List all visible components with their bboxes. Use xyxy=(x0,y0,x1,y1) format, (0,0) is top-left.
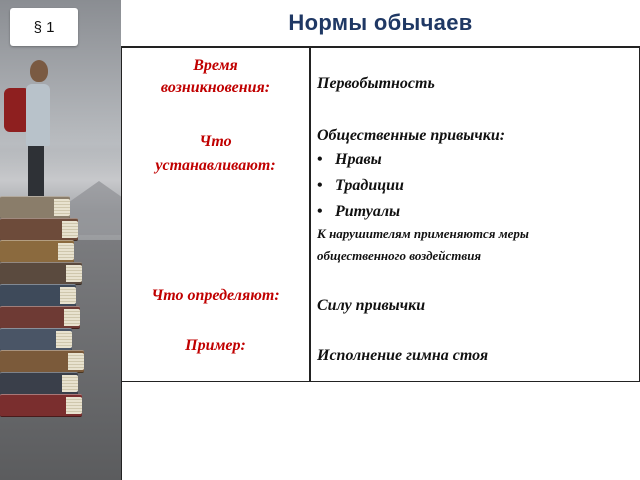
list-item: • Традиции xyxy=(317,173,404,199)
example-value: Исполнение гимна стоя xyxy=(317,347,489,364)
book xyxy=(0,372,78,395)
list-item: • Нравы xyxy=(317,147,404,173)
defines-label: Что определяют: xyxy=(151,287,280,304)
book xyxy=(0,306,80,329)
sets-label-line1: Что xyxy=(199,133,232,150)
person-legs xyxy=(28,144,44,196)
time-label-line2: возникновения: xyxy=(160,79,271,96)
bullet-icon: • xyxy=(317,203,323,220)
person-head xyxy=(30,60,48,82)
info-table xyxy=(121,47,640,383)
section-badge xyxy=(10,8,78,46)
sets-label-line2: устанавливают: xyxy=(155,157,276,174)
slide xyxy=(121,0,640,480)
section-number: § 1 xyxy=(33,18,55,36)
book xyxy=(0,262,82,285)
labels-column xyxy=(122,47,311,381)
example-label: Пример: xyxy=(185,337,246,354)
book xyxy=(0,350,84,373)
bullet-list xyxy=(317,147,404,225)
title-bar xyxy=(121,0,640,48)
book xyxy=(0,394,82,417)
bullet-icon: • xyxy=(317,151,323,168)
book xyxy=(0,284,76,307)
bullet-icon: • xyxy=(317,177,323,194)
sets-value: Общественные привычки: xyxy=(317,127,506,144)
values-column xyxy=(311,47,639,381)
defines-value: Силу привычки xyxy=(317,297,426,314)
book xyxy=(0,240,74,263)
sanction-line1: К нарушителям применяются меры xyxy=(317,226,529,241)
time-value: Первобытность xyxy=(317,75,435,92)
empty-area xyxy=(121,382,640,480)
background-photo xyxy=(0,0,121,480)
book-stack xyxy=(0,196,90,416)
person-body xyxy=(26,84,50,146)
time-label-line1: Время xyxy=(193,57,238,74)
book xyxy=(0,328,72,351)
sanction-line2: общественного воздействия xyxy=(317,248,482,263)
book xyxy=(0,196,70,219)
page-title: Нормы обычаев xyxy=(288,10,473,35)
book xyxy=(0,218,78,241)
list-item: • Ритуалы xyxy=(317,199,404,225)
